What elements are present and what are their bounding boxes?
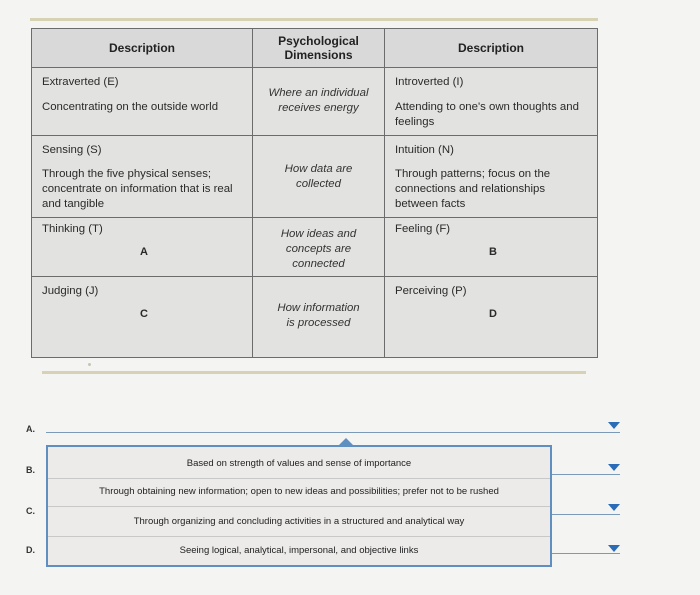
row2-left-desc: Through the five physical senses; concentrate on information that is real and tangible: [42, 168, 233, 210]
row4-middle-cell: [253, 277, 385, 358]
caret-down-icon[interactable]: [608, 545, 620, 552]
table-row: [32, 277, 598, 358]
row4-right-title: Perceiving (P): [395, 285, 467, 297]
caret-down-icon[interactable]: [608, 504, 620, 511]
row3-left-title: Thinking (T): [42, 223, 103, 235]
row2-middle-line2: collected: [296, 178, 341, 190]
answer-d-dropdown[interactable]: [552, 553, 620, 554]
answer-a-dropdown[interactable]: [46, 432, 620, 433]
dropdown-options-popup: [46, 445, 552, 567]
row3-middle-line2: concepts are: [285, 243, 352, 255]
header-left-description: Description: [32, 29, 253, 68]
row2-right-title: Intuition (N): [395, 144, 454, 156]
header-psychological-dimensions: [253, 29, 385, 68]
table-row: [32, 136, 598, 218]
row3-right-cell: [385, 218, 598, 277]
dropdown-option-4[interactable]: Seeing logical, analytical, impersonal, and objective links: [179, 545, 419, 556]
header-right-description: Description: [385, 29, 598, 68]
option-divider: [48, 506, 550, 507]
row1-left-cell: [32, 68, 253, 136]
option-divider: [48, 478, 550, 479]
caret-down-icon[interactable]: [608, 422, 620, 429]
header-middle-line2: Dimensions: [284, 48, 353, 62]
row3-middle-line1: How ideas and: [280, 228, 357, 240]
row3-left-letter: A: [140, 246, 148, 258]
table-header-row: [32, 29, 598, 68]
dropdown-option-3[interactable]: Through organizing and concluding activities in a structured and analytical way: [133, 516, 465, 527]
row1-middle-line1: Where an individual: [268, 87, 369, 99]
header-middle-line1: Psychological: [278, 34, 359, 48]
answer-label-a: A.: [26, 424, 35, 434]
answer-c-dropdown[interactable]: [552, 514, 620, 515]
row2-left-cell: [32, 136, 253, 218]
row2-middle-cell: [253, 136, 385, 218]
row2-right-desc: Through patterns; focus on the connections and relationships between facts: [395, 168, 551, 210]
row1-left-title: Extraverted (E): [42, 76, 119, 88]
row3-right-letter: B: [489, 246, 497, 258]
row1-middle-line2: receives energy: [278, 102, 359, 114]
dropdown-option-2[interactable]: Through obtaining new information; open to new ideas and possibilities; prefer not to be rushed: [99, 486, 499, 497]
row4-left-letter: C: [140, 308, 148, 320]
row3-middle-line3: connected: [292, 258, 345, 270]
row3-middle-cell: [253, 218, 385, 277]
row3-left-cell: [32, 218, 253, 277]
answer-label-b: B.: [26, 465, 35, 475]
table-row: [32, 218, 598, 277]
row4-middle-line1: How information: [277, 302, 360, 314]
caret-down-icon[interactable]: [608, 464, 620, 471]
answer-label-c: C.: [26, 506, 35, 516]
row1-right-desc: Attending to one's own thoughts and feelings: [395, 101, 579, 128]
row1-right-cell: [385, 68, 598, 136]
row2-right-cell: [385, 136, 598, 218]
row2-left-title: Sensing (S): [42, 144, 102, 156]
row1-right-title: Introverted (I): [395, 76, 464, 88]
row1-middle-cell: [253, 68, 385, 136]
row4-right-cell: [385, 277, 598, 358]
row4-middle-line2: is processed: [286, 317, 351, 329]
row2-middle-line1: How data are: [284, 163, 353, 175]
row3-right-title: Feeling (F): [395, 223, 451, 235]
psychological-dimensions-table: [31, 28, 598, 358]
popup-pointer: [338, 438, 354, 446]
bottom-divider: [42, 371, 586, 374]
row4-left-title: Judging (J): [42, 285, 99, 297]
dropdown-option-1[interactable]: Based on strength of values and sense of importance: [186, 458, 412, 469]
decorative-dot: [88, 363, 91, 366]
top-divider: [30, 18, 598, 21]
table-row: [32, 68, 598, 136]
row4-left-cell: [32, 277, 253, 358]
answer-b-dropdown[interactable]: [552, 474, 620, 475]
answer-label-d: D.: [26, 545, 35, 555]
row4-right-letter: D: [489, 308, 497, 320]
option-divider: [48, 536, 550, 537]
row1-left-desc: Concentrating on the outside world: [42, 101, 219, 113]
